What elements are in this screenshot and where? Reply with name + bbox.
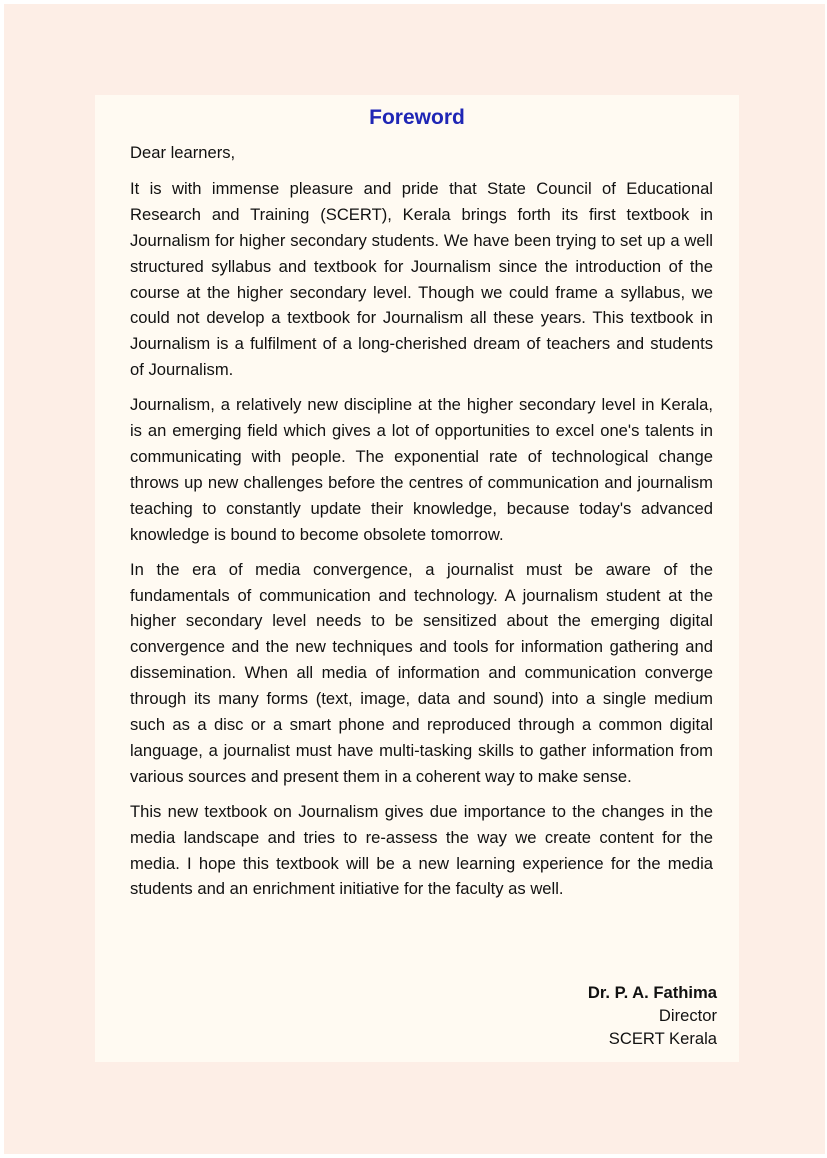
paragraph-1: It is with immense pleasure and pride that State Council of Educational Research and Training (SCERT), Kerala brings forth its first textbook in Journalism for higher secondary students. We have been trying to set up a well structured syllabus and textbook for Journalism since the introduction of the course at the higher secondary level. Though we could frame a syllabus, we could not develop a textbook for Journalism all these years. This textbook in Journalism is a fulfilment of a long-cherished dream of teachers and students of Journalism.: [130, 178, 713, 380]
foreword-body: [130, 140, 713, 911]
signatory-name: Dr. P. A. Fathima: [587, 983, 717, 1002]
page-title: Foreword: [369, 106, 465, 129]
salutation: Dear learners,: [130, 143, 236, 162]
page: [4, 4, 825, 1154]
paragraph-2: Journalism, a relatively new discipline at the higher secondary level in Kerala, is an emerging field which gives a lot of opportunities to excel one's talents in communicating with people. The exponential rate of technological change throws up new challenges before the centres of communication and journalism teaching to constantly update their knowledge, because today's advanced knowledge is bound to become obsolete tomorrow.: [130, 395, 713, 544]
signatory-designation: Director: [658, 1006, 717, 1025]
foreword-panel: [95, 95, 739, 1062]
paragraph-3: In the era of media convergence, a journalist must be aware of the fundamentals of communication and technology. A journalism student at the higher secondary level needs to be sensitized about the emerging digital convergence and the new techniques and tools for information gathering and dissemination. When all media of information and communication converge through its many forms (text, image, data and sound) into a single medium such as a disc or a smart phone and reproduced through a common digital language, a journalist must have multi-tasking skills to gather information from various sources and present them in a coherent way to make sense.: [130, 559, 713, 786]
paragraph-4: This new textbook on Journalism gives due importance to the changes in the media landscape and tries to re-assess the way we create content for the media. I hope this textbook will be a new learning experience for the media students and an enrichment initiative for the faculty as well.: [130, 801, 713, 899]
signatory-organization: SCERT Kerala: [608, 1029, 717, 1048]
signature-block: [588, 981, 717, 1050]
